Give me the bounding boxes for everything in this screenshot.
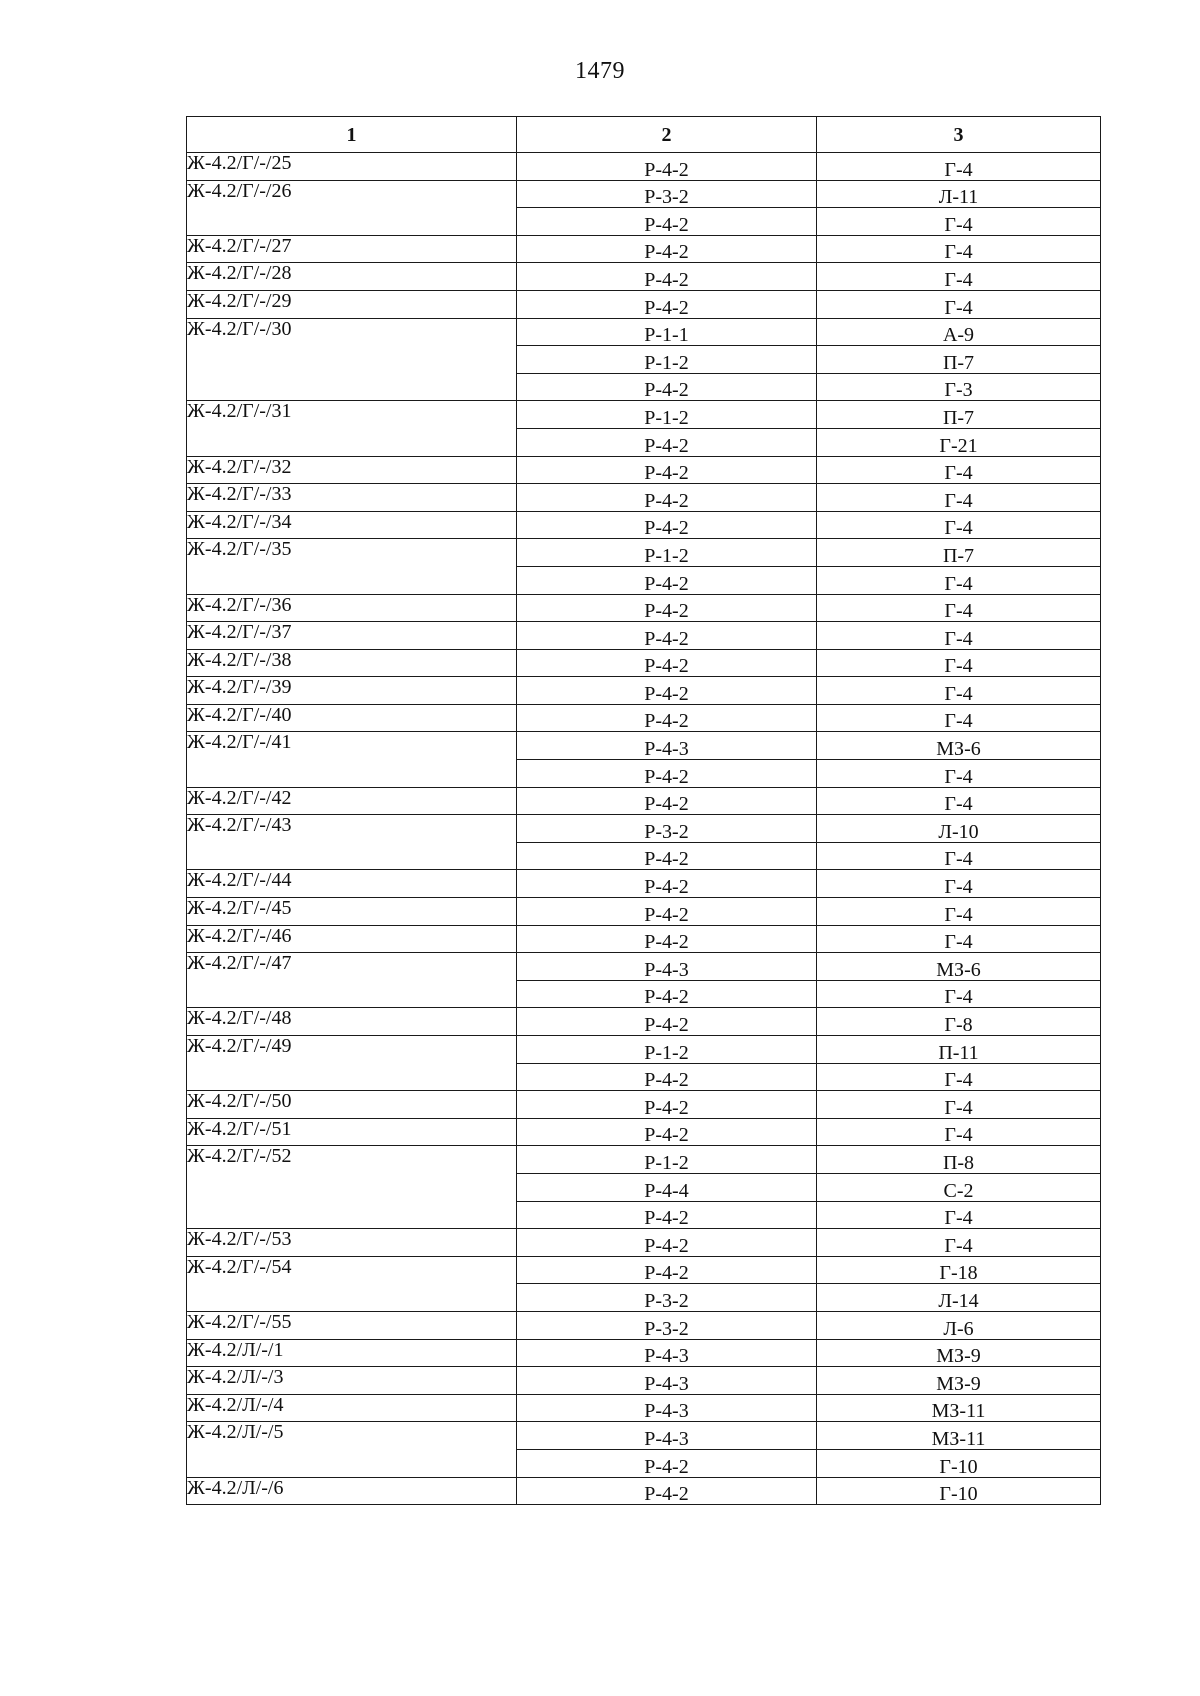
column-3-cell: Г-4 [817,456,1101,484]
row-code-cell: Ж-4.2/Г/-/34 [187,511,517,539]
column-3-cell: Г-4 [817,1118,1101,1146]
column-3-cell: Г-4 [817,263,1101,291]
column-3-cell: МЗ-6 [817,732,1101,760]
column-2-cell: Р-3-2 [517,815,817,843]
table-row [187,594,1101,622]
column-3-cell: Г-4 [817,898,1101,926]
table-row [187,1311,1101,1339]
column-3-cell: Г-4 [817,594,1101,622]
table-row [187,1036,1101,1064]
column-3-cell: Г-21 [817,428,1101,456]
column-2-cell: Р-4-2 [517,456,817,484]
table-row [187,1367,1101,1395]
row-code-cell: Ж-4.2/Л/-/1 [187,1339,517,1367]
column-header-3: 3 [817,117,1101,153]
table-row [187,153,1101,181]
data-table [186,116,1101,1505]
row-code-cell: Ж-4.2/Г/-/28 [187,263,517,291]
column-3-cell: Г-4 [817,566,1101,594]
column-2-cell: Р-4-2 [517,1201,817,1229]
column-3-cell: Г-4 [817,208,1101,236]
column-2-cell: Р-4-2 [517,842,817,870]
table-row [187,953,1101,981]
table-row [187,1477,1101,1505]
column-2-cell: Р-4-2 [517,1063,817,1091]
column-3-cell: П-7 [817,401,1101,429]
table-row [187,290,1101,318]
column-2-cell: Р-4-2 [517,1449,817,1477]
table-row [187,1091,1101,1119]
row-code-cell: Ж-4.2/Г/-/40 [187,704,517,732]
column-2-cell: Р-4-2 [517,622,817,650]
row-code-cell: Ж-4.2/Г/-/41 [187,732,517,787]
table-row [187,870,1101,898]
table-row [187,456,1101,484]
table-row [187,318,1101,346]
column-2-cell: Р-1-2 [517,1146,817,1174]
table-row [187,1339,1101,1367]
table-row [187,732,1101,760]
row-code-cell: Ж-4.2/Г/-/27 [187,235,517,263]
column-3-cell: Г-4 [817,1063,1101,1091]
table-row [187,649,1101,677]
column-2-cell: Р-4-2 [517,677,817,705]
column-2-cell: Р-4-3 [517,1422,817,1450]
column-2-cell: Р-4-3 [517,953,817,981]
table-row [187,787,1101,815]
column-2-cell: Р-4-2 [517,235,817,263]
column-2-cell: Р-4-4 [517,1173,817,1201]
row-code-cell: Ж-4.2/Л/-/3 [187,1367,517,1395]
column-2-cell: Р-1-2 [517,1036,817,1064]
column-2-cell: Р-4-2 [517,373,817,401]
column-3-cell: Г-4 [817,704,1101,732]
table-row [187,539,1101,567]
column-2-cell: Р-4-2 [517,263,817,291]
column-3-cell: МЗ-9 [817,1367,1101,1395]
column-header-2: 2 [517,117,817,153]
column-2-cell: Р-4-2 [517,925,817,953]
table-row [187,235,1101,263]
column-2-cell: Р-4-2 [517,208,817,236]
column-2-cell: Р-4-2 [517,898,817,926]
table-row [187,1422,1101,1450]
column-3-cell: Г-4 [817,677,1101,705]
column-3-cell: Г-4 [817,787,1101,815]
column-2-cell: Р-4-2 [517,1008,817,1036]
column-3-cell: Г-4 [817,290,1101,318]
table-row [187,401,1101,429]
column-header-1: 1 [187,117,517,153]
column-3-cell: П-7 [817,346,1101,374]
table-row [187,1229,1101,1257]
row-code-cell: Ж-4.2/Г/-/32 [187,456,517,484]
column-2-cell: Р-4-2 [517,1229,817,1257]
column-3-cell: Л-6 [817,1311,1101,1339]
table-row [187,263,1101,291]
column-2-cell: Р-4-2 [517,787,817,815]
row-code-cell: Ж-4.2/Г/-/53 [187,1229,517,1257]
table-row [187,622,1101,650]
column-3-cell: Г-4 [817,842,1101,870]
row-code-cell: Ж-4.2/Г/-/33 [187,484,517,512]
row-code-cell: Ж-4.2/Г/-/42 [187,787,517,815]
column-3-cell: Г-4 [817,235,1101,263]
column-3-cell: Г-10 [817,1477,1101,1505]
row-code-cell: Ж-4.2/Г/-/35 [187,539,517,594]
table-row [187,511,1101,539]
column-2-cell: Р-3-2 [517,1284,817,1312]
row-code-cell: Ж-4.2/Г/-/29 [187,290,517,318]
column-2-cell: Р-1-2 [517,401,817,429]
column-3-cell: Г-4 [817,649,1101,677]
table-row [187,898,1101,926]
row-code-cell: Ж-4.2/Г/-/43 [187,815,517,870]
column-2-cell: Р-4-2 [517,511,817,539]
column-2-cell: Р-4-2 [517,428,817,456]
column-3-cell: Л-14 [817,1284,1101,1312]
column-3-cell: МЗ-9 [817,1339,1101,1367]
table-row [187,925,1101,953]
column-3-cell: Г-4 [817,1091,1101,1119]
row-code-cell: Ж-4.2/Г/-/30 [187,318,517,401]
page-number: 1479 [575,58,625,84]
column-3-cell: Г-4 [817,760,1101,788]
table-row [187,1146,1101,1174]
column-2-cell: Р-4-2 [517,704,817,732]
table-row [187,1256,1101,1284]
table-row [187,1118,1101,1146]
row-code-cell: Ж-4.2/Л/-/4 [187,1394,517,1422]
row-code-cell: Ж-4.2/Г/-/48 [187,1008,517,1036]
column-3-cell: МЗ-11 [817,1394,1101,1422]
row-code-cell: Ж-4.2/Г/-/39 [187,677,517,705]
row-code-cell: Ж-4.2/Г/-/55 [187,1311,517,1339]
column-2-cell: Р-4-3 [517,1367,817,1395]
column-2-cell: Р-4-2 [517,980,817,1008]
row-code-cell: Ж-4.2/Г/-/38 [187,649,517,677]
row-code-cell: Ж-4.2/Г/-/49 [187,1036,517,1091]
column-2-cell: Р-4-2 [517,484,817,512]
table-row [187,484,1101,512]
column-3-cell: Г-8 [817,1008,1101,1036]
column-3-cell: Г-4 [817,622,1101,650]
column-3-cell: Г-4 [817,153,1101,181]
row-code-cell: Ж-4.2/Г/-/25 [187,153,517,181]
table-header-row [187,117,1101,153]
column-2-cell: Р-3-2 [517,180,817,208]
column-3-cell: П-11 [817,1036,1101,1064]
column-2-cell: Р-4-3 [517,1394,817,1422]
column-3-cell: Г-4 [817,1229,1101,1257]
column-3-cell: Л-11 [817,180,1101,208]
table-row [187,1008,1101,1036]
column-3-cell: Г-4 [817,870,1101,898]
column-2-cell: Р-4-3 [517,732,817,760]
row-code-cell: Ж-4.2/Г/-/47 [187,953,517,1008]
row-code-cell: Ж-4.2/Г/-/36 [187,594,517,622]
table-row [187,677,1101,705]
column-3-cell: МЗ-11 [817,1422,1101,1450]
row-code-cell: Ж-4.2/Г/-/51 [187,1118,517,1146]
row-code-cell: Ж-4.2/Г/-/46 [187,925,517,953]
column-3-cell: Л-10 [817,815,1101,843]
table-row [187,815,1101,843]
row-code-cell: Ж-4.2/Г/-/45 [187,898,517,926]
column-3-cell: МЗ-6 [817,953,1101,981]
column-3-cell: П-7 [817,539,1101,567]
column-2-cell: Р-4-2 [517,1256,817,1284]
row-code-cell: Ж-4.2/Л/-/6 [187,1477,517,1505]
table-row [187,1394,1101,1422]
column-3-cell: А-9 [817,318,1101,346]
column-2-cell: Р-1-2 [517,346,817,374]
column-2-cell: Р-4-2 [517,1118,817,1146]
column-3-cell: Г-4 [817,1201,1101,1229]
column-2-cell: Р-4-2 [517,290,817,318]
column-3-cell: Г-4 [817,925,1101,953]
column-2-cell: Р-4-2 [517,566,817,594]
column-2-cell: Р-1-2 [517,539,817,567]
column-3-cell: П-8 [817,1146,1101,1174]
row-code-cell: Ж-4.2/Г/-/54 [187,1256,517,1311]
column-2-cell: Р-4-3 [517,1339,817,1367]
column-2-cell: Р-1-1 [517,318,817,346]
column-3-cell: Г-4 [817,980,1101,1008]
row-code-cell: Ж-4.2/Г/-/44 [187,870,517,898]
column-3-cell: Г-4 [817,511,1101,539]
row-code-cell: Ж-4.2/Л/-/5 [187,1422,517,1477]
column-2-cell: Р-4-2 [517,594,817,622]
row-code-cell: Ж-4.2/Г/-/26 [187,180,517,235]
table-row [187,180,1101,208]
column-3-cell: Г-4 [817,484,1101,512]
column-2-cell: Р-4-2 [517,1091,817,1119]
column-3-cell: Г-18 [817,1256,1101,1284]
column-2-cell: Р-4-2 [517,153,817,181]
column-3-cell: Г-10 [817,1449,1101,1477]
column-2-cell: Р-4-2 [517,1477,817,1505]
column-3-cell: С-2 [817,1173,1101,1201]
column-3-cell: Г-3 [817,373,1101,401]
column-2-cell: Р-4-2 [517,870,817,898]
column-2-cell: Р-4-2 [517,760,817,788]
table-row [187,704,1101,732]
column-2-cell: Р-3-2 [517,1311,817,1339]
row-code-cell: Ж-4.2/Г/-/31 [187,401,517,456]
row-code-cell: Ж-4.2/Г/-/50 [187,1091,517,1119]
column-2-cell: Р-4-2 [517,649,817,677]
row-code-cell: Ж-4.2/Г/-/37 [187,622,517,650]
row-code-cell: Ж-4.2/Г/-/52 [187,1146,517,1229]
table-body [187,153,1101,1505]
